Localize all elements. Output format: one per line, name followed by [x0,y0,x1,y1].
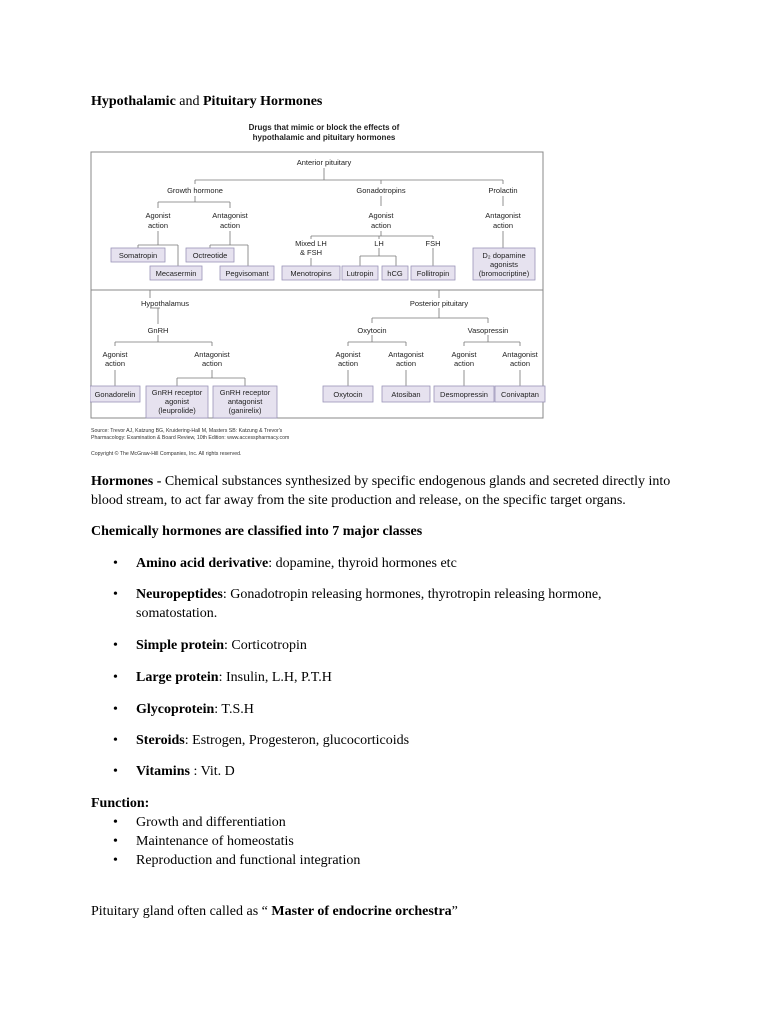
diagram-source-1: Source: Trevor AJ, Katzung BG, Kruidering-Hall M, Masters SB: Katzung & Trevor's [91,428,283,434]
diagram-vaso-agonist: Agonist [451,350,477,359]
diagram-gnrh-antagonist-action: action [201,359,223,368]
diagram-gnrh-agonist-action: action [104,359,126,368]
drug-atosiban: Atosiban [391,390,421,399]
diagram-gn-agonist-action: action [370,221,392,230]
diagram-gonadotropins: Gonadotropins [356,186,406,195]
hormone-drugs-diagram [90,120,546,462]
diagram-growth-hormone: Growth hormone [167,186,223,195]
diagram-vasopressin: Vasopressin [467,326,509,335]
diagram-vaso-antagonist: Antagonist [502,350,538,359]
diagram-gh-antagonist-action: action [219,221,241,230]
diagram-oxy-agonist: Agonist [335,350,361,359]
drug-d2-agonist-1: D₂ dopamine [482,251,526,260]
diagram-mixed-lh-fsh-2: & FSH [299,248,323,257]
diagram-oxy-antagonist-action: action [395,359,417,368]
diagram-prolactin: Prolactin [488,186,518,195]
drug-d2-agonist-3: (bromocriptine) [478,269,530,278]
drug-octreotide: Octreotide [192,251,228,260]
drug-oxytocin: Oxytocin [333,390,363,399]
drug-gnrh-antagonist-1: GnRH receptor [219,388,271,397]
function-heading: Function: [91,796,150,811]
diagram-gh-agonist: Agonist [145,211,171,220]
drug-lutropin: Lutropin [346,269,374,278]
drug-gnrh-agonist-3: (leuprolide) [158,406,196,415]
hormones-definition: Hormones - Chemical substances synthesized by specific endogenous glands and secreted directly into blood stream, to act far away from the site production and release, on the specific target organs. [91,474,671,508]
diagram-gnrh-antagonist: Antagonist [194,350,230,359]
diagram-prl-antagonist-action: action [492,221,514,230]
diagram-vaso-agonist-action: action [453,359,475,368]
diagram-vaso-antagonist-action: action [509,359,531,368]
diagram-copyright: Copyright © The McGraw-Hill Companies, Inc. All rights reserved. [91,451,242,457]
diagram-lh: LH [374,239,384,248]
diagram-anterior-pituitary: Anterior pituitary [296,158,352,167]
diagram-fsh: FSH [425,239,441,248]
diagram-mixed-lh-fsh-1: Mixed LH [295,239,327,248]
drug-gnrh-agonist-1: GnRH receptor [151,388,203,397]
diagram-title-line2: hypothalamic and pituitary hormones [252,133,396,142]
diagram-oxytocin: Oxytocin [357,326,387,335]
drug-desmopressin: Desmopressin [440,390,488,399]
drug-mecasermin: Mecasermin [155,269,197,278]
drug-conivaptan: Conivaptan [501,390,539,399]
diagram-gnrh-agonist: Agonist [102,350,128,359]
drug-gonadorelin: Gonadorelin [94,390,136,399]
drug-d2-agonist-2: agonists [490,260,518,269]
diagram-gh-antagonist: Antagonist [212,211,248,220]
diagram-source-2: Pharmacology: Examination & Board Review, 10th Edition: www.accesspharmacy.com [91,435,290,441]
drug-gnrh-agonist-2: agonist [164,397,190,406]
document-page: Hypothalamic and Pituitary Hormones Drugs that mimic or block the effects of hypothalamic and pituitary hormones Anterior pituitary Growth hormone Gonadotropins Prolactin Agonist action Antagonist action Agonist action Mixed LH & FSH LH FSH Antagonist action Somatropin Octreotide Mecasermin Pegvisomant Menotropins Lutropin hCG Follitropin D₂ dopamine agonists (bromocriptine) Hypothalamus Posterior pituitary GnRH Oxytocin Vasopressin Agonist action Antagonist action Agonist action Antagonist action Agonist action Antagonist action Gonadorelin GnRH receptor agonist (leuprolide) GnRH receptor antagonist (ganirelix) Oxytocin Atosiban Desmopressin Conivaptan Source: Trevor AJ, Katzung BG, Kruidering-Hall M, Masters SB: Katzung & Trevor's Pharmacology: Examination & Board Review, 10th Edition: www.accesspharmacy.com Copyright © The McGraw-Hill Companies, Inc. All rights reserved. Hormones - Chemical substances synthesized by specific endogenous glands and secreted directly into blood stream, to act far away from the site production and release, on the specific target organs. Chemically hormones are classified into 7 major classes • Amino acid derivative: dopamine, thyroid hormones etc • Neuropeptides: Gonadotropin releasing hormones, thyrotropin releasing hormone, somatostation. • Simple protein: Corticotropin • Large protein: Insulin, L.H, P.T.H • Glycoprotein: T.S.H • Steroids: Estrogen, Progesteron, glucocorticoids • Vitamins : Vit. D Function: • Growth and differentiation • Maintenance of homeostatis • Reproduction and functional integration Pituitary gland often called as “ Master of endocrine orchestra” [0,0,768,1024]
diagram-gn-agonist: Agonist [368,211,394,220]
diagram-oxy-antagonist: Antagonist [388,350,424,359]
diagram-title-line1: Drugs that mimic or block the effects of [248,123,400,132]
page-title: Hypothalamic and Pituitary Hormones [91,94,323,109]
diagram-posterior-pituitary: Posterior pituitary [409,299,469,308]
diagram-hypothalamus: Hypothalamus [141,299,189,308]
drug-hcg: hCG [387,269,403,278]
drug-follitropin: Follitropin [416,269,450,278]
classes-heading: Chemically hormones are classified into 7 major classes [91,524,423,539]
closing-statement: Pituitary gland often called as “ Master of endocrine orchestra” [91,904,458,919]
diagram-prl-antagonist: Antagonist [485,211,521,220]
diagram-gnrh: GnRH [147,326,169,335]
drug-gnrh-antagonist-3: (ganirelix) [228,406,262,415]
drug-pegvisomant: Pegvisomant [225,269,269,278]
diagram-oxy-agonist-action: action [337,359,359,368]
drug-gnrh-antagonist-2: antagonist [227,397,263,406]
drug-somatropin: Somatropin [118,251,158,260]
drug-menotropins: Menotropins [290,269,332,278]
diagram-gh-agonist-action: action [147,221,169,230]
